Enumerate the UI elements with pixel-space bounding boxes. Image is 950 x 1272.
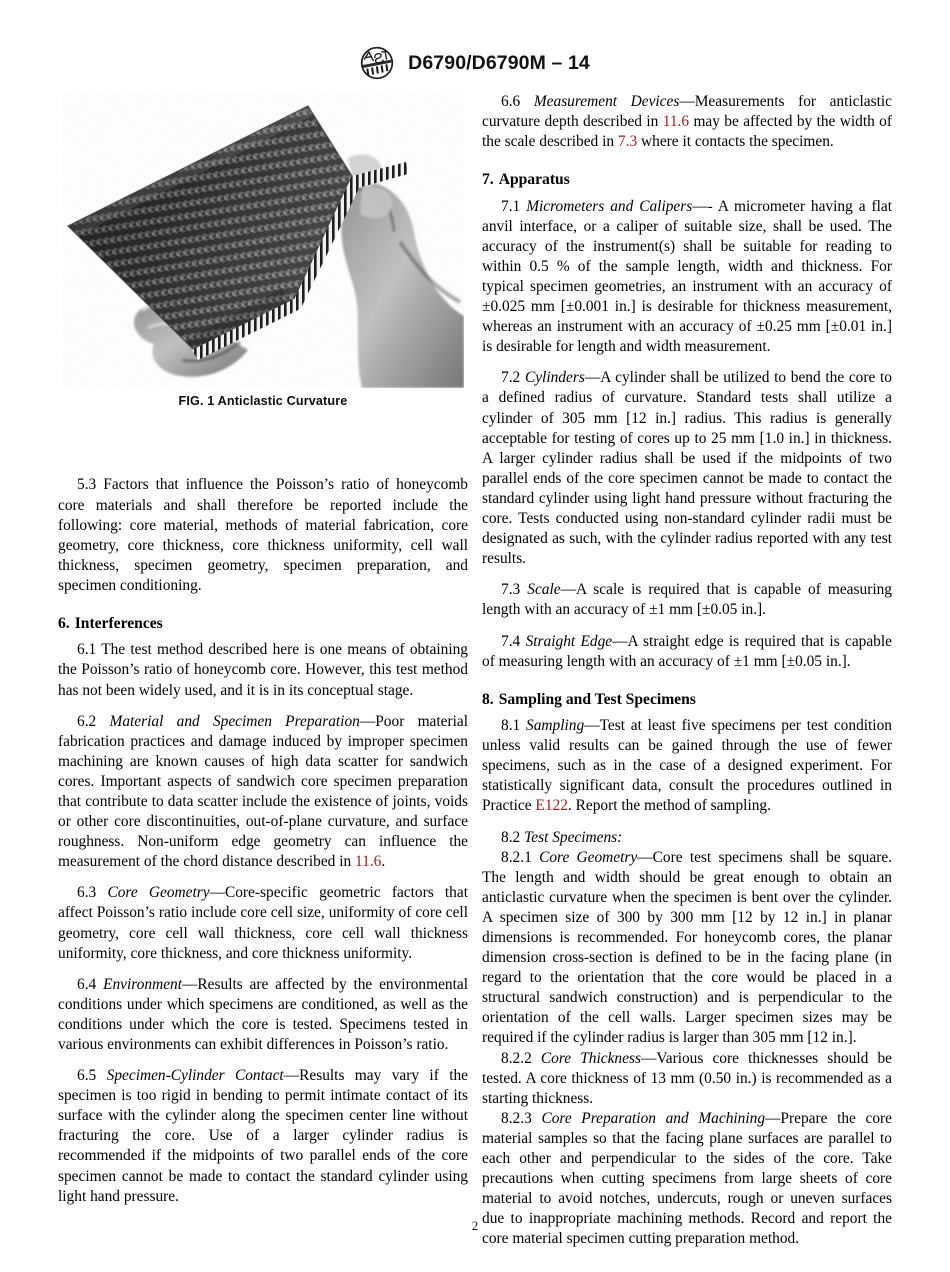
paragraph-number-5-3: 5.3 [77,476,97,494]
cross-reference-11-6[interactable]: 11.6 [355,853,382,871]
paragraph-8-1 [482,716,892,816]
cross-reference-7-3[interactable]: 7.3 [617,133,638,151]
paragraph-number-6-1: 6.1 [77,641,97,659]
paragraph-6-5 [58,1066,468,1207]
astm-logo-icon [360,46,394,80]
section-number-6: 6. [58,614,70,632]
paragraph-number-8-2-2: 8.2.2 [501,1049,532,1067]
paragraph-number-6-5: 6.5 [77,1067,97,1085]
run-in-heading-6-3: Core Geometry [107,884,210,902]
paragraph-text-6-5: —Results may vary if the specimen is too rigid in bending to permit intimate contact of its surface with the cylinder along the specimen center line without fracturing the core. Use of a larger cylinder radius is recommended if the midpoints of two parallel ends of the core specimen cannot be made to contact the standard cylinder using light hand pressure. [58,1067,468,1205]
paragraph-text-6-2-b: . [381,853,386,871]
paragraph-number-6-6: 6.6 [501,93,521,110]
paragraph-number-8-2: 8.2 [501,828,521,846]
paragraph-text-6-6-b: may be affected by the width of the scale described in [482,113,892,151]
section-title-8: Sampling and Test Specimens [498,690,696,708]
right-column [482,92,892,1249]
section-heading-8 [482,690,892,710]
paragraph-8-2 [482,828,892,848]
paragraph-6-6 [482,92,892,152]
run-in-heading-8-2-2: Core Thickness [540,1049,641,1067]
run-in-heading-7-2: Cylinders [524,369,585,387]
paragraph-number-6-3: 6.3 [77,884,97,902]
page-header [0,46,950,80]
paragraph-number-8-2-3: 8.2.3 [501,1109,532,1127]
paragraph-text-7-3: —A scale is required that is capable of measuring length with an accuracy of ±1 mm [±0.05 in.]. [482,581,892,619]
paragraph-6-1 [58,640,468,700]
figure-1-caption: FIG. 1 Anticlastic Curvature [178,394,348,408]
figure-text-spacer [58,409,468,475]
paragraph-text-8-2-1: —Core test specimens shall be square. The length and width should be great enough to obtain an anticlastic curvature when the specimen is bent over the cylinder. A specimen size of 300 by 300 mm [12 by 12 in.] in planar dimensions is recommended. For honeycomb cores, the planar dimension cross-section is defined to be in the facing plane (in regard to the orientation that the core would be placed in a structural sandwich construction) and is perpendicular to the orientation of the cell walls. Larger specimen sizes may be required if the cylinder radius is larger than 305 mm [12 in.]. [482,848,892,1047]
run-in-heading-8-1: Sampling [526,717,585,735]
paragraph-8-2-1 [482,848,892,1049]
paragraph-text-6-3: —Core-specific geometric factors that affect Poisson’s ratio include core cell size, uniformity of core cell geometry, core cell wall thickness, core cell wall thickness uniformity, core thickness, and core thickness uniformity. [58,884,468,962]
paragraph-7-4 [482,632,892,672]
section-number-7: 7. [482,171,494,189]
paragraph-8-2-2 [482,1049,892,1109]
page-number: 2 [471,1218,479,1233]
run-in-heading-8-2-3: Core Preparation and Machining [541,1109,766,1127]
paragraph-text-7-2: —A cylinder shall be utilized to bend the core to a defined radius of curvature. Standard tests shall utilize a cylinder of 305 mm [12 in.] radius. This radius is generally acceptable for testing of cores up to 25 mm [1.0 in.] in thickness. A larger cylinder radius shall be used if the midpoints of two parallel ends of the core specimen cannot be made to contact the standard cylinder using light hand pressure without fracturing the core. Tests conducted using non-standard cylinder radii must be designated as such, with the cylinder radius reported with any test results. [482,369,892,568]
paragraph-text-8-1-a: —Test at least five specimens per test condition unless valid results can be gained through the use of fewer specimens, such as in the case of a designed experiment. For statistically significant data, consult the procedures outlined in Practice [482,717,892,815]
paragraph-text-8-1-b: . Report the method of sampling. [567,797,771,815]
paragraph-7-1 [482,197,892,358]
run-in-heading-8-2-1: Core Geometry [539,848,638,866]
paragraph-number-7-3: 7.3 [501,581,521,599]
paragraph-text-6-1: The test method described here is one means of obtaining the Poisson’s ratio of honeycomb core. However, this test method has not been widely used, and it is in its conceptual stage. [58,641,468,699]
figure-1-image [62,92,464,388]
section-title-7: Apparatus [498,171,570,189]
paragraph-5-3 [58,475,468,596]
paragraph-text-5-3: Factors that influence the Poisson’s ratio of honeycomb core materials and shall therefore be reported include the following: core material, methods of material fabrication, core geometry, core thickness, core thickness uniformity, cell wall thickness, specimen geometry, specimen preparation, and specimen conditioning. [58,476,468,594]
paragraph-number-7-2: 7.2 [501,369,521,387]
paragraph-6-2 [58,712,468,873]
paragraph-text-6-2-a: —Poor material fabrication practices and damage induced by improper specimen machining are known causes of high data scatter for sandwich cores. Important aspects of sandwich core specimen preparation that contribute to data scatter include the existence of joints, voids or other core discontinuities, out-of-plane curvature, and surface roughness. Non-uniform edge geometry can influence the measurement of the chord distance described in [58,712,468,871]
paragraph-text-6-6-a: —Measurements for anticlastic curvature depth described in [482,93,892,131]
paragraph-text-8-2-3: —Prepare the core material samples so that the facing plane surfaces are parallel to each other and perpendicular to the sides of the core. Take precautions when cutting specimens from large sheets of core material to avoid notches, undercuts, rough or uneven surfaces due to inappropriate machining methods. Record and report the core material specimen cutting preparation method. [482,1109,892,1248]
paragraph-number-6-4: 6.4 [77,975,97,993]
run-in-heading-7-3: Scale [527,581,561,599]
paragraph-6-3 [58,883,468,963]
run-in-heading-7-1: Micrometers and Calipers [526,197,693,215]
paragraph-text-6-4: —Results are affected by the environmental conditions under which specimens are conditioned, as well as the conditions under which the core is tested. Specimens tested in various environments can exhibit differences in Poisson’s ratio. [58,975,468,1054]
section-number-8: 8. [482,690,494,708]
paragraph-number-7-1: 7.1 [501,197,521,215]
run-in-heading-8-2: Test Specimens: [524,828,623,846]
figure-1-block [58,92,468,409]
paragraph-text-7-4: —A straight edge is required that is capable of measuring length with an accuracy of ±1 mm [±0.05 in.]. [482,632,892,670]
paragraph-number-8-1: 8.1 [501,717,521,735]
run-in-heading-6-4: Environment [103,975,183,993]
section-heading-7 [482,170,892,190]
cross-reference-e122[interactable]: E122 [535,797,568,815]
paragraph-7-2 [482,368,892,569]
run-in-heading-6-5: Specimen-Cylinder Contact [106,1067,284,1085]
run-in-heading-7-4: Straight Edge [525,632,613,650]
cross-reference-11-6[interactable]: 11.6 [662,113,690,131]
paragraph-number-8-2-1: 8.2.1 [501,848,532,866]
paragraph-text-6-6-c: where it contacts the specimen. [637,133,834,151]
standard-designation-title: D6790/D6790M – 14 [408,51,590,74]
paragraph-text-8-2-2: —Various core thicknesses should be tested. A core thickness of 13 mm (0.50 in.) is recommended as a starting thickness. [482,1049,892,1107]
paragraph-7-3 [482,580,892,620]
left-column [58,92,468,1207]
section-heading-6 [58,614,468,634]
run-in-heading-6-2: Material and Specimen Preparation [109,712,360,730]
run-in-heading-6-6: Measurement Devices [533,93,680,110]
section-title-6: Interferences [74,614,163,632]
paragraph-text-7-1: —- A micrometer having a flat anvil interface, or a caliper of suitable size, shall be used. The accuracy of the instrument(s) shall be suitable for reading to within 0.5 % of the sample length, width and thickness. For typical specimen geometries, an instrument with an accuracy of ±0.025 mm [±0.001 in.] is desirable for thickness measurement, whereas an instrument with an accuracy of ±0.25 mm [±0.01 in.] is desirable for length and width measurement. [482,197,892,356]
paragraph-number-7-4: 7.4 [501,632,521,650]
paragraph-number-6-2: 6.2 [77,712,97,730]
paragraph-6-4 [58,975,468,1055]
